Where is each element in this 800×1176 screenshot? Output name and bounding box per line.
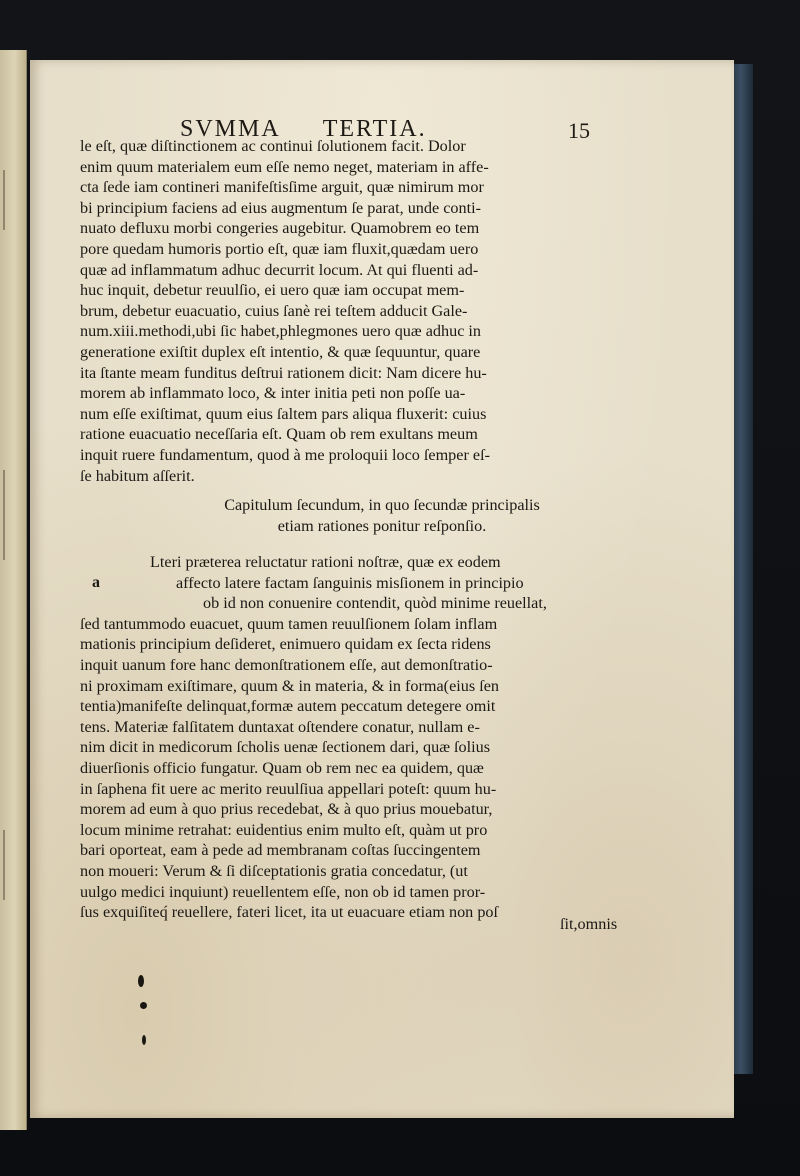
paragraph-2-line-second: affecto latere factam ſanguinis misſionem in principio — [176, 573, 524, 592]
paragraph-2-line: bari oporteat, eam à pede ad membranam coſtas ſuccingentem — [80, 841, 481, 860]
paragraph-2-line: diuerſionis officio fungatur. Quam ob rem nec ea quidem, quæ — [80, 758, 484, 777]
paragraph-1 — [80, 136, 490, 486]
paragraph-1-line: quæ ad inflammatum adhuc decurrit locum. At qui fluenti ad- — [80, 260, 479, 279]
header-title-part2: TERTIA. — [322, 116, 427, 142]
paragraph-1-line: num eſſe exiſtimat, quum eius ſaltem pars aliqua fluxerit: cuius — [80, 404, 487, 423]
paragraph-2-line: nim dicit in medicorum ſcholis uenæ ſectionem dari, quæ ſolius — [80, 738, 491, 757]
paragraph-2-line-first: Lteri præterea reluctatur rationi noſtræ, quæ ex eodem — [150, 553, 501, 571]
page-edge-mark — [3, 170, 5, 230]
paragraph-1-line: ſe habitum aſſerit. — [80, 466, 195, 485]
paragraph-1-line: huc inquit, debetur reuulſio, ei uero quæ iam occupat mem- — [80, 281, 465, 300]
paragraph-2-line: ſed tantummodo euacuet, quum tamen reuulſionem ſolam inflam — [80, 614, 498, 633]
caption-line-1: Capitulum ſecundum, in quo ſecundæ principalis — [224, 496, 540, 514]
paragraph-1-line: ratione euacuatio neceſſaria eſt. Quam ob rem exultans meum — [80, 425, 478, 444]
ink-blot — [140, 1002, 147, 1009]
paragraph-1-line: bi principium faciens ad eius augmentum ſe parat, unde conti- — [80, 198, 481, 217]
catchword: ſit,omnis — [560, 915, 618, 933]
paragraph-2-line: in ſaphena fit uere ac merito reuulſiua appellari poteſt: quum hu- — [80, 779, 497, 798]
paragraph-1-line: inquit ruere fundamentum, quod à me proloquii loco ſemper eſ- — [80, 445, 490, 464]
page-number: 15 — [568, 118, 590, 143]
paragraph-1-line: pore quedam humoris portio eſt, quæ iam fluxit,quædam uero — [80, 239, 479, 258]
paragraph-2-line: mationis principium deſideret, enimuero quidam ex ſecta ridens — [80, 635, 491, 654]
paragraph-1-line: morem ab inflammato loco, & inter initia peti non poſſe ua- — [80, 384, 466, 403]
chapter-caption — [30, 495, 734, 536]
left-page-edge — [0, 50, 27, 1130]
paragraph-1-line: nuato defluxu morbi congeries augebitur. Quamobrem eo tem — [80, 219, 480, 238]
paragraph-2-line: non moueri: Verum & ſi diſceptationis gratia concedatur, (ut — [80, 861, 468, 880]
page-edge-mark — [3, 470, 5, 560]
paragraph-2-body — [80, 614, 547, 923]
ink-blot — [142, 1035, 146, 1045]
paragraph-2-line: inquit uanum fore hanc demonſtrationem eſſe, aut demonſtratio- — [80, 655, 493, 674]
header-title-part1: SVMMA — [180, 116, 281, 142]
paragraph-2-line: morem ad eum à quo prius recedebat, & à quo prius mouebatur, — [80, 800, 493, 819]
paragraph-2-line: locum minime retrahat: euidentius enim multo eſt, quàm ut pro — [80, 820, 488, 839]
paragraph-2 — [80, 552, 547, 923]
paragraph-1-line: brum, debetur euacuatio, cuius ſanè rei teſtem adducit Gale- — [80, 301, 468, 320]
paragraph-1-line: ita ſtante meam funditus deſtrui rationem dicit: Nam dicere hu- — [80, 363, 487, 382]
paragraph-2-line: uulgo medici inquiunt) reuellentem eſſe, non ob id tamen pror- — [80, 882, 486, 901]
paragraph-1-line: generatione exiſtit duplex eſt intentio, & quæ ſequuntur, quare — [80, 342, 481, 361]
book-page — [30, 60, 734, 1118]
paragraph-1-line: cta ſede iam contineri manifeſtisſime arguit, quæ nimirum mor — [80, 178, 484, 197]
paragraph-1-line: enim quum materialem eum eſſe nemo neget, materiam in affe- — [80, 157, 489, 176]
ink-blot — [138, 975, 144, 987]
paragraph-2-line: ni proximam exiſtimare, quum & in materia, & in forma(eius ſen — [80, 676, 499, 695]
section-marker: a — [92, 574, 100, 591]
paragraph-1-line: num.xiii.methodi,ubi ſic habet,phlegmones uero quæ adhuc in — [80, 322, 482, 341]
paragraph-2-line: tens. Materiæ falſitatem duntaxat oſtendere conatur, nullam e- — [80, 717, 480, 736]
caption-line-2: etiam rationes ponitur reſponſio. — [277, 516, 487, 535]
page-edge-mark — [3, 830, 5, 900]
paragraph-2-line: ſus exquiſiteq́ reuellere, fateri licet, ita ut euacuare etiam non poſ — [80, 903, 498, 922]
paragraph-2-line: tentia)manifeſte delinquat,formæ autem peccatum detegere omit — [80, 697, 496, 716]
paragraph-2-line-third: ob id non conuenire contendit, quòd minime reuellat, — [203, 594, 547, 613]
paragraph-1-line: le eſt, quæ diſtinctionem ac continui ſolutionem facit. Dolor — [80, 137, 466, 155]
